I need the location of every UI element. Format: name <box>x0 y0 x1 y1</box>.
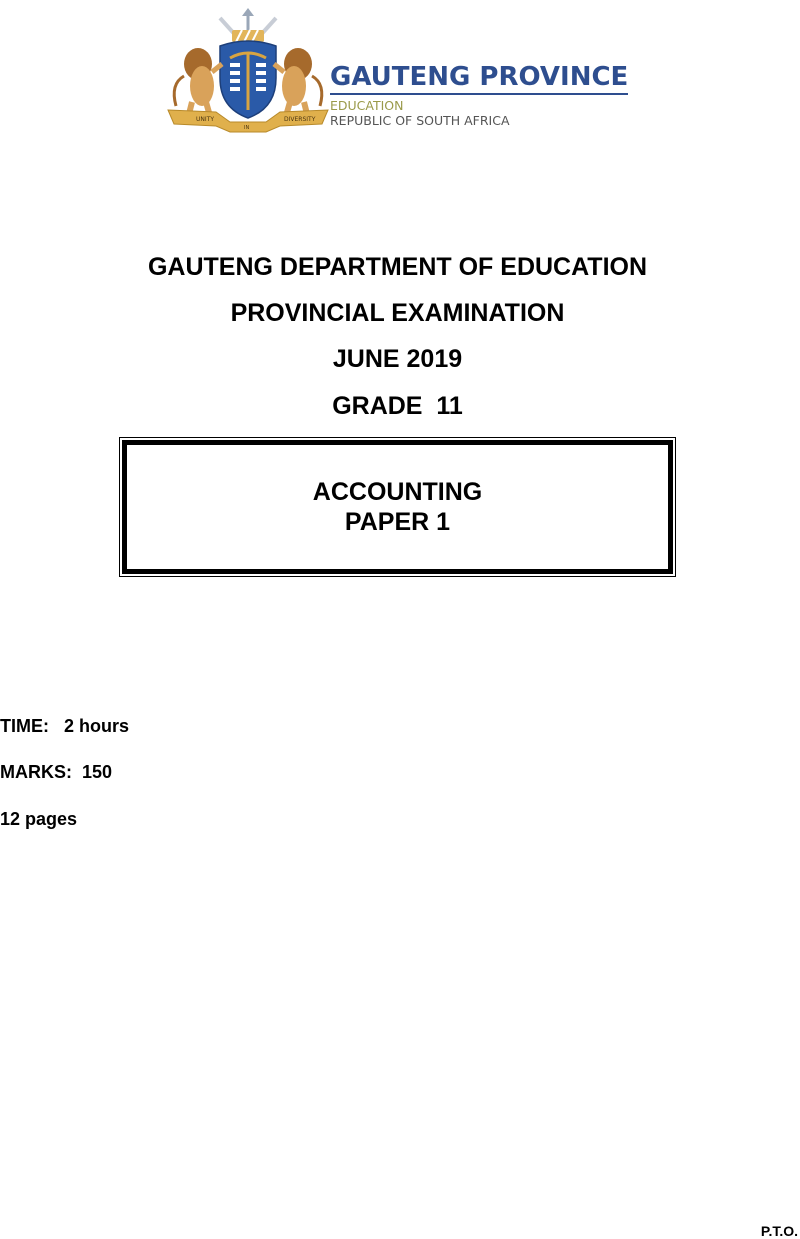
subject-title-box <box>119 437 676 577</box>
svg-text:UNITY: UNITY <box>196 116 214 123</box>
brand-department: EDUCATION <box>330 98 404 113</box>
paper-title: PAPER 1 <box>344 508 451 536</box>
please-turn-over: P.T.O. <box>760 1223 798 1239</box>
time-allowed: TIME: 2 hours <box>0 716 130 736</box>
brand-country: REPUBLIC OF SOUTH AFRICA <box>330 113 510 128</box>
department-heading: GAUTENG DEPARTMENT OF EDUCATION <box>147 253 648 281</box>
svg-text:DIVERSITY: DIVERSITY <box>284 116 316 123</box>
total-marks: MARKS: 150 <box>0 762 113 782</box>
gauteng-coat-of-arms-icon <box>158 6 338 138</box>
subject-title: ACCOUNTING <box>312 478 483 506</box>
brand-title: GAUTENG PROVINCE <box>330 62 628 95</box>
page-count: 12 pages <box>0 809 78 829</box>
svg-text:IN: IN <box>244 125 250 131</box>
session-heading: JUNE 2019 <box>332 345 463 373</box>
exam-type-heading: PROVINCIAL EXAMINATION <box>230 299 565 327</box>
header-logo <box>150 0 640 150</box>
grade-heading: GRADE 11 <box>332 392 463 420</box>
subject-title-box-inner <box>122 440 673 574</box>
brand-wordmark <box>330 62 628 129</box>
